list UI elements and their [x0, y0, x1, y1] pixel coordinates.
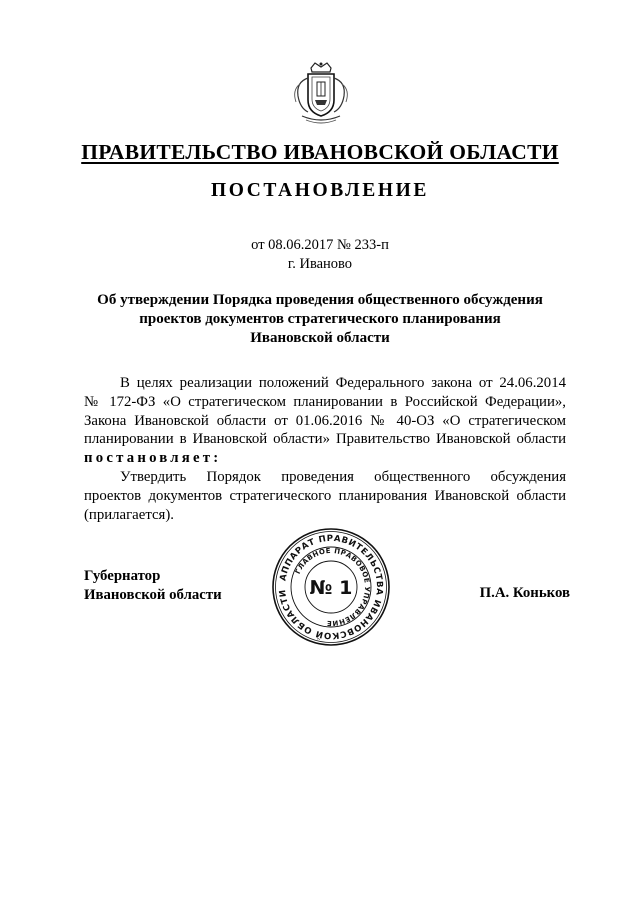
signatory-position-line: Губернатор: [84, 568, 161, 584]
body-line: В целях реализации положений Федерального закона от 24.06.2014: [120, 375, 566, 391]
subject-line: Об утверждении Порядка проведения общественного обсуждения: [97, 292, 543, 308]
decree-word: постановляет:: [84, 450, 222, 467]
signatory-position-line: Ивановской области: [84, 586, 222, 603]
document-city: г. Иваново: [287, 256, 353, 272]
document-subject: [60, 291, 580, 348]
body-line: Закона Ивановской области от 01.06.2016 № 40-ОЗ «О стратегическом: [84, 412, 566, 429]
seal-outer-text: АППАРАТ ПРАВИТЕЛЬСТВА ИВАНОВСКОЙ ОБЛАСТИ: [277, 533, 385, 641]
document-date-number: от 08.06.2017 № 233-п: [251, 237, 389, 253]
signatory-name: П.А. Коньков: [479, 585, 570, 601]
subject-line: Ивановской области: [250, 330, 390, 346]
seal-number: № 1: [309, 577, 353, 599]
subject-line: проектов документов стратегического планирования: [139, 311, 501, 327]
body-line: проектов документов стратегического планирования Ивановской области: [84, 487, 566, 504]
body-line: планировании в Ивановской области» Правительство Ивановской области: [84, 431, 566, 448]
document-body: [84, 374, 566, 524]
organization-title: ПРАВИТЕЛЬСТВО ИВАНОВСКОЙ ОБЛАСТИ: [81, 140, 559, 164]
body-line: Утвердить Порядок проведения общественного обсуждения: [120, 468, 566, 485]
official-seal-icon: [270, 526, 392, 648]
body-line: № 172-ФЗ «О стратегическом планировании в Российской Федерации»,: [84, 393, 566, 410]
seal-inner-text: ГЛАВНОЕ ПРАВОВОЕ УПРАВЛЕНИЕ: [293, 546, 372, 628]
signatory-position: [84, 567, 222, 604]
coat-of-arms-icon: [288, 60, 354, 126]
document-type: ПОСТАНОВЛЕНИЕ: [210, 180, 430, 201]
body-line: (прилагается).: [84, 506, 174, 523]
